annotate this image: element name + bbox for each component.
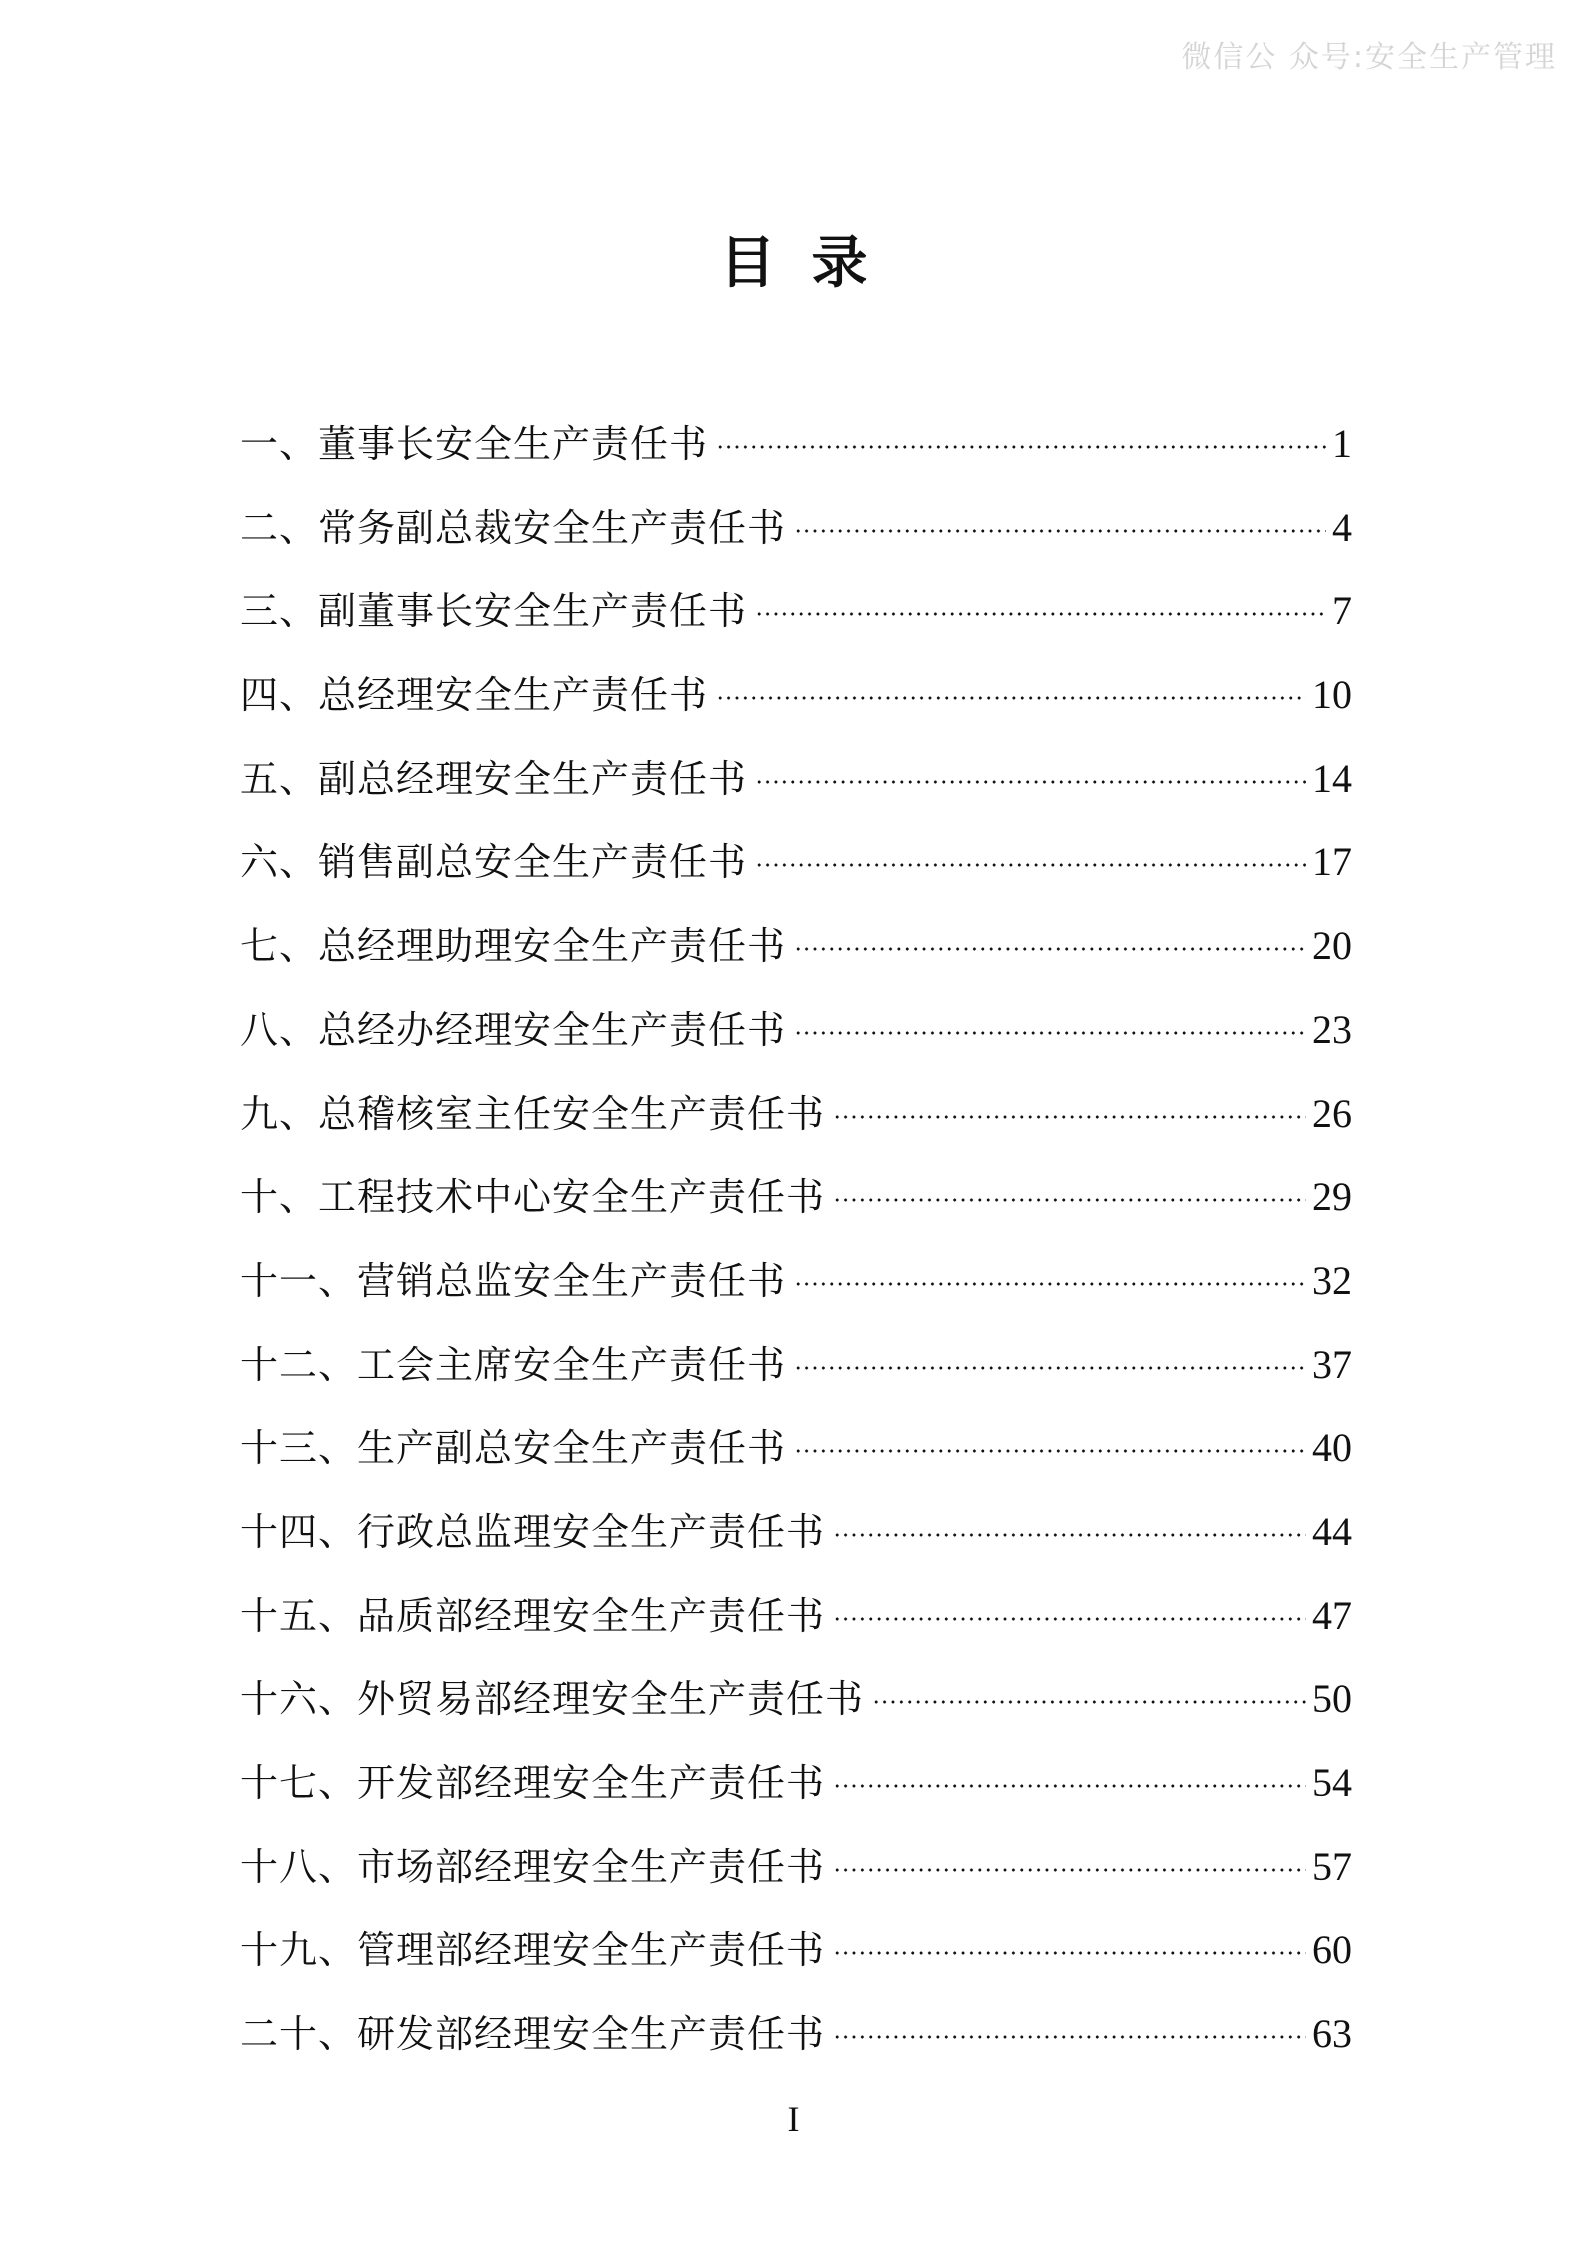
toc-entry-title: 十六、外贸易部经理安全生产责任书: [240, 1677, 865, 1722]
page-number: I: [787, 2099, 800, 2139]
dot-leader: [794, 1031, 1306, 1035]
toc-entry-title: 十一、营销总监安全生产责任书: [240, 1258, 787, 1303]
toc-entry[interactable]: [240, 412, 1352, 496]
dot-leader: [833, 2035, 1306, 2039]
toc-entry-title: 十七、开发部经理安全生产责任书: [240, 1761, 826, 1805]
toc-entry-title: 八、总经办经理安全生产责任书: [240, 1007, 787, 1052]
toc-entry-title: 六、销售副总安全生产责任书: [240, 840, 748, 885]
toc-entry-title: 十四、行政总监理安全生产责任书: [240, 1509, 826, 1554]
dot-leader: [794, 1366, 1306, 1370]
toc-entry-page: 54: [1312, 1760, 1352, 1805]
toc-entry-page: 32: [1312, 1257, 1352, 1303]
toc-entry[interactable]: [240, 830, 1352, 914]
dot-leader: [794, 947, 1306, 951]
toc-entry-title: 十三、生产副总安全生产责任书: [240, 1426, 787, 1471]
toc-entry-page: 4: [1332, 504, 1352, 550]
toc-entry[interactable]: [240, 496, 1352, 580]
dot-leader: [755, 863, 1306, 867]
toc-entry-title: 一、董事长安全生产责任书: [240, 422, 709, 466]
toc-entry[interactable]: [240, 1667, 1352, 1751]
toc-entry-page: 20: [1312, 923, 1352, 969]
toc-entry-page: 44: [1312, 1508, 1352, 1554]
toc-entry-page: 7: [1332, 588, 1352, 634]
toc-entry-title: 七、总经理助理安全生产责任书: [240, 924, 787, 969]
dot-leader: [833, 1533, 1306, 1537]
toc-entry-page: 17: [1312, 839, 1352, 885]
dot-leader: [833, 1617, 1306, 1621]
watermark: 微信公 众号:安全生产管理: [1181, 40, 1557, 75]
dot-leader: [755, 612, 1326, 616]
dot-leader: [833, 1868, 1306, 1872]
toc-entry[interactable]: [240, 1165, 1352, 1249]
toc-entry-page: 47: [1312, 1592, 1352, 1638]
page-title: 目录: [719, 231, 904, 296]
dot-leader: [833, 1115, 1306, 1119]
dot-leader: [833, 1784, 1306, 1788]
toc-entry-title: 四、总经理安全生产责任书: [240, 673, 709, 718]
toc-entry[interactable]: [240, 914, 1352, 998]
dot-leader: [716, 696, 1306, 700]
dot-leader: [794, 1449, 1306, 1453]
toc-entry[interactable]: [240, 998, 1352, 1082]
toc-entry[interactable]: [240, 1918, 1352, 2002]
toc-entry-title: 二、常务副总裁安全生产责任书: [240, 505, 787, 550]
toc-entry[interactable]: [240, 1500, 1352, 1584]
toc-entry-page: 57: [1312, 1843, 1352, 1889]
toc-entry-page: 29: [1312, 1174, 1352, 1220]
toc-entry[interactable]: [240, 1835, 1352, 1919]
toc-entry-title: 九、总稽核室主任安全生产责任书: [240, 1091, 826, 1136]
toc-entry-page: 14: [1312, 755, 1352, 801]
toc-entry[interactable]: [240, 1249, 1352, 1333]
toc-entry-page: 63: [1312, 2011, 1352, 2057]
toc-entry-page: 60: [1312, 1927, 1352, 1973]
dot-leader: [872, 1700, 1306, 1704]
toc-entry-page: 40: [1312, 1425, 1352, 1471]
toc-entry[interactable]: [240, 747, 1352, 831]
table-of-contents: [240, 412, 1352, 2086]
dot-leader: [833, 1198, 1306, 1202]
toc-entry[interactable]: [240, 663, 1352, 747]
toc-entry[interactable]: [240, 579, 1352, 663]
toc-entry[interactable]: [240, 1751, 1352, 1835]
dot-leader: [716, 445, 1326, 449]
toc-entry-title: 十五、品质部经理安全生产责任书: [240, 1593, 826, 1638]
dot-leader: [833, 1951, 1306, 1955]
toc-entry[interactable]: [240, 1333, 1352, 1417]
dot-leader: [794, 1282, 1306, 1286]
dot-leader: [794, 529, 1326, 533]
toc-entry[interactable]: [240, 2002, 1352, 2086]
toc-entry-title: 三、副董事长安全生产责任书: [240, 589, 748, 634]
toc-entry-title: 十二、工会主席安全生产责任书: [240, 1342, 787, 1387]
toc-entry[interactable]: [240, 1584, 1352, 1668]
dot-leader: [755, 780, 1306, 784]
toc-entry-page: 23: [1312, 1006, 1352, 1052]
toc-entry-page: 26: [1312, 1090, 1352, 1136]
toc-entry-page: 50: [1312, 1676, 1352, 1722]
toc-entry-page: 1: [1332, 421, 1352, 466]
toc-entry[interactable]: [240, 1416, 1352, 1500]
toc-entry-page: 37: [1312, 1341, 1352, 1387]
toc-entry-title: 十八、市场部经理安全生产责任书: [240, 1844, 826, 1889]
toc-entry-page: 10: [1312, 672, 1352, 718]
toc-entry-title: 十、工程技术中心安全生产责任书: [240, 1175, 826, 1220]
toc-entry-title: 二十、研发部经理安全生产责任书: [240, 2012, 826, 2057]
toc-entry-title: 十九、管理部经理安全生产责任书: [240, 1928, 826, 1973]
toc-entry[interactable]: [240, 1082, 1352, 1166]
toc-entry-title: 五、副总经理安全生产责任书: [240, 756, 748, 801]
